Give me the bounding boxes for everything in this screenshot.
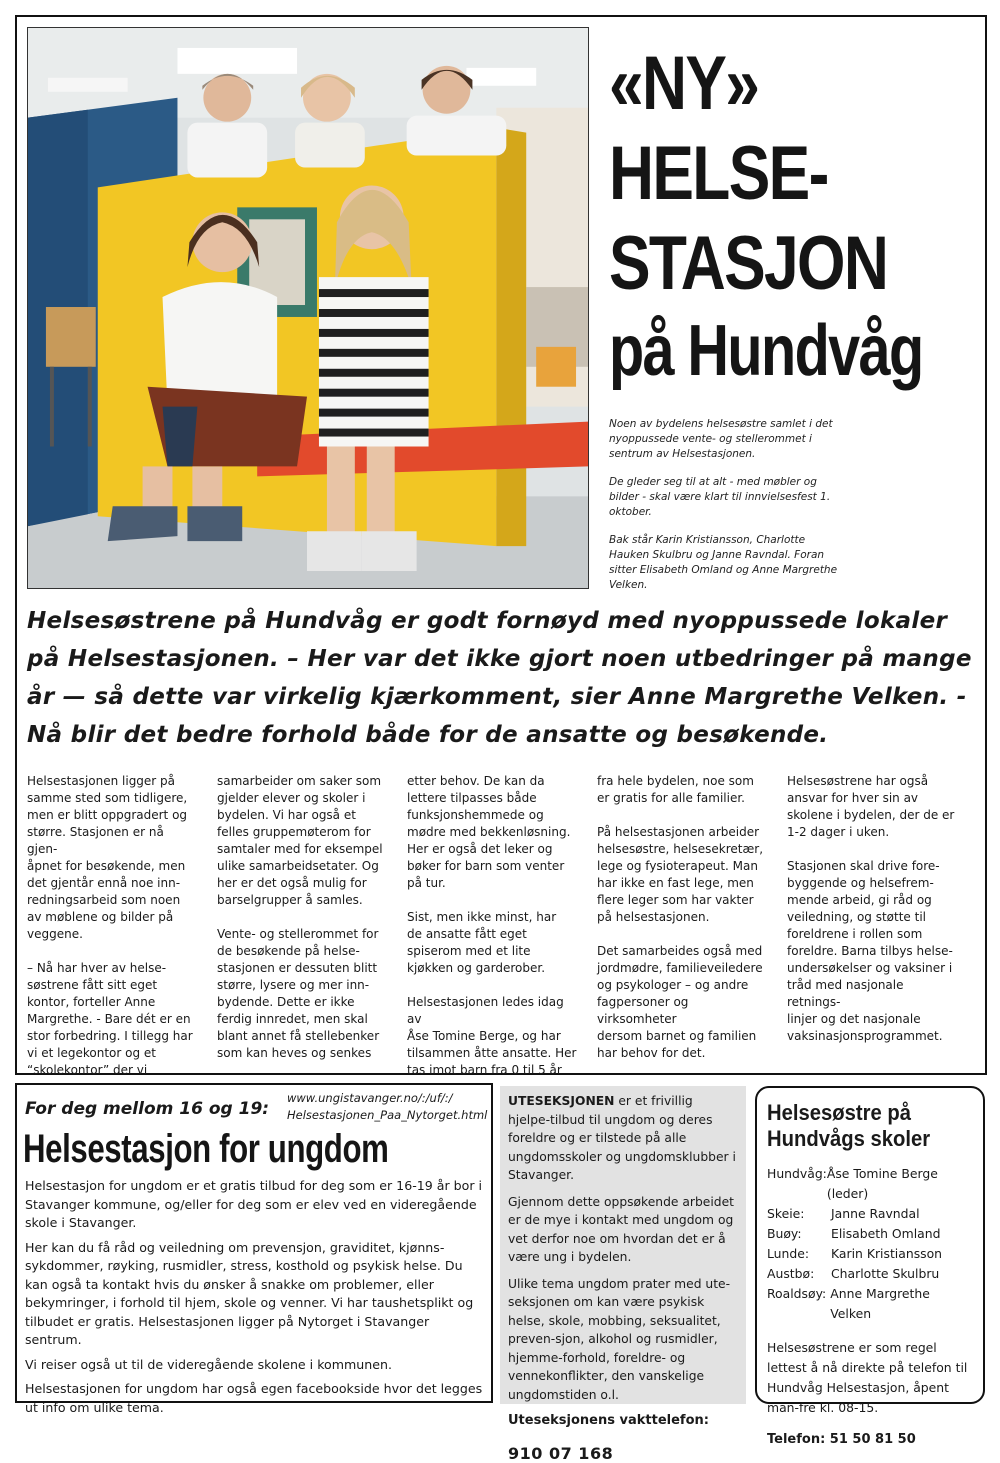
school-name: Roaldsøy: (767, 1284, 830, 1324)
youth-paragraph: Vi reiser også ut til de videregående skolene i kommunen. (25, 1356, 487, 1375)
caption-paragraph: Bak står Karin Kristiansson, Charlotte Hauken Skulbru og Janne Ravndal. Foran sitter Elisabeth Omland og Anne Margrethe Velken. (609, 533, 839, 593)
youth-health-box (15, 1083, 493, 1403)
youth-box-body (25, 1177, 487, 1423)
url-line: Helsestasjonen_Paa_Nytorget.html (287, 1107, 487, 1124)
outreach-paragraph: Gjennom dette oppsøkende arbeidet er de mye i kontakt med ungdom og vet derfor noe om hvordan det er å være ung i bydelen. (508, 1193, 738, 1267)
headline (609, 39, 979, 395)
headline-subline: på Hundvåg (609, 307, 905, 395)
headline-line-2: HELSE- (609, 129, 912, 219)
body-paragraph: samarbeider om saker som gjelder elever og skoler i bydelen. Vi har også et felles gruppemøterom for samtaler med for eksempel ulike samarbeidsetater. Og her er det også mulig for barselgrupper å samles. (217, 773, 387, 909)
headline-line-3: STASJON (609, 219, 912, 309)
school-nurses-title (767, 1100, 957, 1152)
body-paragraph: Helsestasjonen ligger på samme sted som tidligere, men er blitt oppgradert og større. Stasjonen er nå gjen- åpnet for besøkende, men det gjentår ennå noe inn- redningsarbeid som noen av møblene og bilder på veggene. (27, 773, 197, 943)
nurse-name: Åse Tomine Berge (leder) (827, 1164, 973, 1204)
nurse-name: Charlotte Skulbru (831, 1264, 939, 1284)
body-column-1 (27, 773, 217, 1096)
youth-paragraph: Helsestasjonen for ungdom har også egen facebookside hvor det legges ut info om ulike tema. (25, 1380, 487, 1417)
school-name: Buøy: (767, 1224, 831, 1244)
body-column-5 (787, 773, 977, 1096)
title-line: Hundvågs skoler (767, 1126, 957, 1152)
school-name: Hundvåg: (767, 1164, 827, 1204)
body-column-2 (217, 773, 407, 1096)
nurse-name: Anne Margrethe Velken (830, 1284, 973, 1324)
body-paragraph: Helsestasjonen ledes idag av Åse Tomine Berge, og har tilsammen åtte ansatte. Her tas imot barn fra 0 til 5 år (407, 994, 577, 1079)
youth-box-url[interactable] (287, 1090, 487, 1124)
nurse-name: Janne Ravndal (831, 1204, 920, 1224)
nurse-name: Elisabeth Omland (831, 1224, 940, 1244)
outreach-name: UTESEKSJONEN (508, 1094, 614, 1108)
nurse-name: Karin Kristiansson (831, 1244, 942, 1264)
body-paragraph: Sist, men ikke minst, har de ansatte fått eget spiserom med et lite kjøkken og garderober. (407, 909, 577, 977)
school-nurses-box (755, 1086, 985, 1404)
title-line: Helsesøstre på (767, 1100, 957, 1126)
lede-paragraph: Helsesøstrene på Hundvåg er godt fornøyd med nyoppussede lokaler på Helsestasjonen. – Her var det ikke gjort noen utbedringer på mange år — så dette var virkelig kjærkomment, sier Anne Margrethe Velken. - Nå blir det bedre forhold både for de ansatte og besøkende. (27, 602, 977, 754)
staff-photo-illustration (28, 28, 588, 588)
youth-box-title: Helsestasjon for ungdom (23, 1127, 388, 1171)
body-column-3 (407, 773, 597, 1096)
outreach-phone: 910 07 168 (508, 1445, 738, 1463)
school-row (767, 1264, 973, 1284)
body-column-4 (597, 773, 787, 1096)
body-paragraph: etter behov. De kan da lettere tilpasses både funksjonshemmede og mødre med bekkenløsning. Her er også det leker og bøker for barn som venter på tur. (407, 773, 577, 892)
body-paragraph: På helsestasjonen arbeider helsesøstre, helsesekretær, lege og fysioterapeut. Man har ikke en fast lege, men flere leger som har vakter på helsestasjonen. (597, 824, 767, 926)
contact-phone: Telefon: 51 50 81 50 (767, 1432, 973, 1447)
body-paragraph: Vente- og stellerommet for de besøkende på helse- stasjonen er dessuten blitt større, lysere og mer inn- bydende. Dette er ikke ferdig innredet, men skal blant annet få stellebenker som kan heves og senkes (217, 926, 387, 1062)
youth-paragraph: Her kan du få råd og veiledning om prevensjon, graviditet, kjønns-sykdommer, røyking, rusmidler, stress, kosthold og psykisk helse. Du kan også ta kontakt hvis du ønsker å snakke om problemer, eller bekymringer, i forhold til hjem, skole og venner. Vi har taushetsplikt og tilbudet er gratis. Helsestasjonen ligger på Nytorget i Stavanger sentrum. (25, 1239, 487, 1350)
school-name: Austbø: (767, 1264, 831, 1284)
body-paragraph: Helsesøstrene har også ansvar for hver sin av skolene i bydelen, der de er 1-2 dager i uken. (787, 773, 957, 841)
caption-paragraph: Noen av bydelens helsesøstre samlet i det nyoppussede vente- og stellerommet i sentrum av Helsestasjonen. (609, 417, 839, 462)
outreach-box (500, 1086, 746, 1404)
outreach-intro (508, 1092, 738, 1185)
youth-box-intro: For deg mellom 16 og 19: (25, 1099, 269, 1119)
article-frame (15, 15, 987, 1075)
contact-note: Helsesøstrene er som regel lettest å nå direkte på telefon til Hundvåg Helsestasjon, åpent man-fre kl. 08-15. (767, 1338, 973, 1418)
outreach-paragraph: Ulike tema ungdom prater med ute-seksjonen om kan være psykisk helse, skole, mobbing, seksualitet, preven-sjon, alkohol og rusmidler, hjemme-forhold, foreldre- og vennekonflikter, den vanskelige ungdomstiden o.l. (508, 1275, 738, 1405)
staff-photo (27, 27, 589, 589)
school-name: Skeie: (767, 1204, 831, 1224)
body-paragraph: fra hele bydelen, noe som er gratis for alle familier. (597, 773, 767, 807)
body-paragraph: Stasjonen skal drive fore- byggende og helsefrem- mende arbeid, gi råd og veiledning, og støtte til foreldrene i rollen som foreldre. Barna tilbys helse- undersøkelser og vaksiner i tråd med nasjonale retnings- linjer og det nasjonale vaksinasjonsprogrammet. (787, 858, 957, 1045)
outreach-phone-label: Uteseksjonens vakttelefon: (508, 1412, 738, 1431)
url-line: www.ungistavanger.no/:/uf/:/ (287, 1090, 487, 1107)
photo-captions (609, 417, 839, 606)
school-row (767, 1164, 973, 1204)
body-paragraph: – Nå har hver av helse- søstrene fått sitt eget kontor, forteller Anne Margrethe. - Bare dét er en stor forbedring. I tillegg har vi et legekontor og et “skolekontor” der vi (27, 960, 197, 1079)
youth-paragraph: Helsestasjon for ungdom er et gratis tilbud for deg som er 16-19 år bor i Stavanger kommune, og/eller for deg som er elev ved en videregående skole i Stavanger. (25, 1177, 487, 1233)
school-row (767, 1204, 973, 1224)
headline-line-1: «NY» (609, 39, 912, 129)
outreach-intro-text: er et frivillig hjelpe-tilbud til ungdom og deres foreldre og er tilstede på alle ungdomsskoler og ungdomsklubber i Stavanger. (508, 1094, 736, 1182)
caption-paragraph: De gleder seg til at alt - med møbler og bilder - skal være klart til innvielsesfest 1. oktober. (609, 475, 839, 520)
body-paragraph: Det samarbeides også med jordmødre, familieveiledere og psykologer – og andre fagpersoner og virksomheter dersom barnet og familien har behov for det. (597, 943, 767, 1062)
school-name: Lunde: (767, 1244, 831, 1264)
school-row (767, 1244, 973, 1264)
school-row (767, 1284, 973, 1324)
school-row (767, 1224, 973, 1244)
body-columns (27, 773, 977, 1096)
